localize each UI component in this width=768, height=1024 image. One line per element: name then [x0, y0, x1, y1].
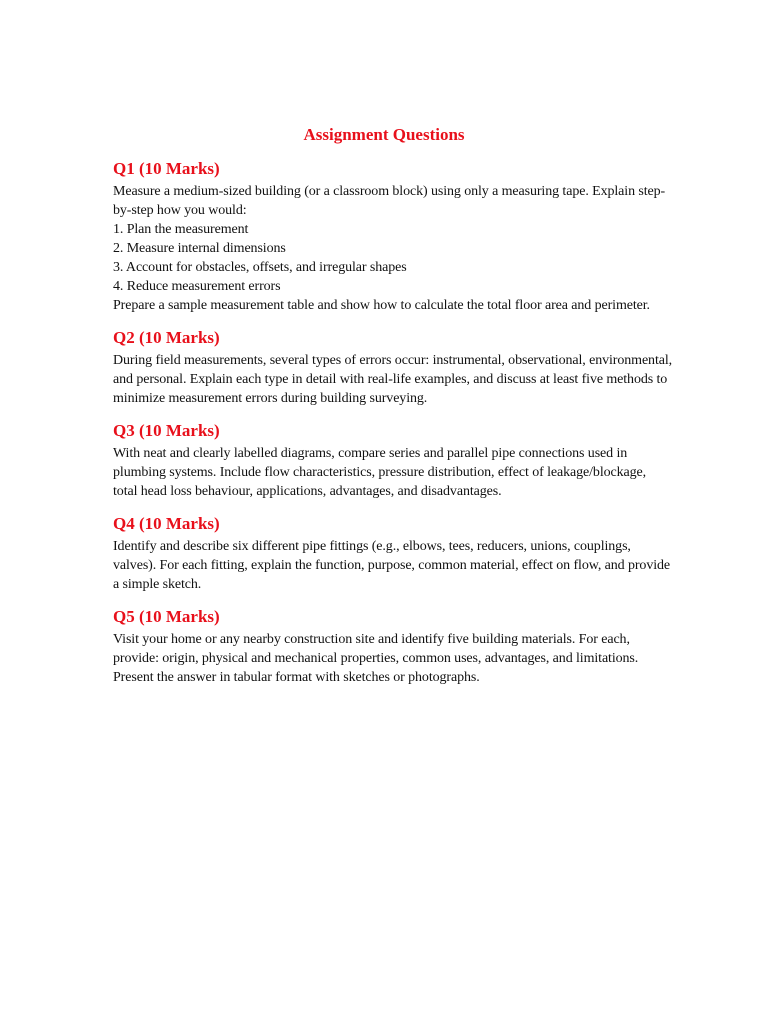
- question-step: 1. Plan the measurement: [113, 222, 249, 237]
- question-heading: Q2 (10 Marks): [113, 328, 220, 347]
- question-q1: [113, 158, 673, 315]
- question-heading: Q4 (10 Marks): [113, 514, 220, 533]
- question-q5: [113, 606, 673, 687]
- question-q3: [113, 420, 673, 501]
- question-step: 2. Measure internal dimensions: [113, 241, 286, 256]
- question-heading: Q1 (10 Marks): [113, 159, 220, 178]
- question-text: During field measurements, several types of errors occur: instrumental, observational, environmental, and personal. Explain each type in detail with real-life examples, and discuss at least five methods to minimize measurement errors during building surveying.: [113, 353, 673, 406]
- questions-list: [113, 158, 673, 699]
- document-title: Assignment Questions: [303, 125, 465, 144]
- question-outro: Prepare a sample measurement table and show how to calculate the total floor area and perimeter.: [113, 298, 650, 313]
- question-text: Visit your home or any nearby construction site and identify five building materials. For each, provide: origin, physical and mechanical properties, common uses, advantages, and limitations. Present the answer in tabular format with sketches or photographs.: [113, 632, 639, 685]
- question-heading: Q5 (10 Marks): [113, 607, 220, 626]
- question-step: 4. Reduce measurement errors: [113, 279, 281, 294]
- question-heading: Q3 (10 Marks): [113, 421, 220, 440]
- question-q2: [113, 327, 673, 408]
- question-q4: [113, 513, 673, 594]
- question-text: With neat and clearly labelled diagrams, compare series and parallel pipe connections used in plumbing systems. Include flow characteristics, pressure distribution, effect of leakage/blockage, total head loss behaviour, applications, advantages, and disadvantages.: [113, 446, 647, 499]
- question-intro: Measure a medium-sized building (or a classroom block) using only a measuring tape. Explain step-by-step how you would:: [113, 184, 666, 218]
- question-step: 3. Account for obstacles, offsets, and irregular shapes: [113, 260, 407, 275]
- question-text: Identify and describe six different pipe fittings (e.g., elbows, tees, reducers, unions, couplings, valves). For each fitting, explain the function, purpose, common material, effect on flow, and provide a simple sketch.: [113, 539, 671, 592]
